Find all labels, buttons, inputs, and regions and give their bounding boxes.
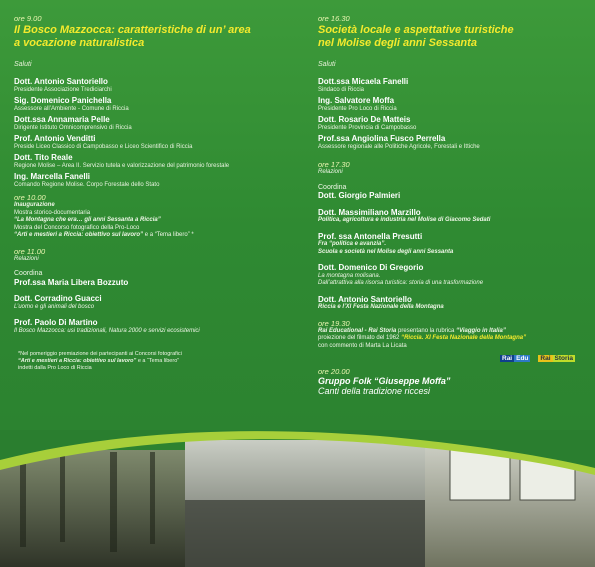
exhibition-label: Mostra del Concorso fotografico della Pro-Loco bbox=[14, 224, 140, 231]
time-label: ore 11.00 bbox=[14, 246, 46, 256]
time-label: ore 10.00 bbox=[14, 193, 46, 202]
speaker bbox=[318, 134, 588, 151]
screening-line bbox=[318, 335, 588, 343]
speaker-role: Assessore regionale alle Politiche Agricole, Forestali e Ittiche bbox=[318, 143, 480, 150]
speaker-name: Sig. Domenico Panichella bbox=[14, 96, 112, 105]
coordinator-name: Dott. Giorgio Palmieri bbox=[318, 191, 401, 200]
speaker bbox=[14, 153, 296, 170]
time-label: ore 16.30 bbox=[318, 14, 350, 23]
concert-title: Gruppo Folk “Giuseppe Moffa” bbox=[318, 376, 451, 386]
speaker-role: Regione Molise – Area II. Servizio tutela e valorizzazione del patrimonio forestale bbox=[14, 162, 230, 169]
spacer bbox=[318, 225, 588, 232]
talk-title: L’uomo e gli animali del bosco bbox=[14, 303, 95, 310]
speaker-role: Assessore all’Ambiente - Comune di Riccia bbox=[14, 105, 129, 112]
speaker-name: Dott. Tito Reale bbox=[14, 153, 73, 162]
exhibition-title-part: “Arti e mestieri a Riccia: obiettivo sul lavoro” bbox=[14, 232, 144, 238]
inauguration-label: Inaugurazione bbox=[14, 202, 55, 208]
footnote-line: *Nel pomeriggio premiazione dei partecipanti ai Concorsi fotografici bbox=[18, 351, 182, 357]
coordinator-name: Prof.ssa Maria Libera Bozzuto bbox=[14, 277, 129, 287]
spacer bbox=[318, 177, 588, 184]
speaker-role: Presidente Provincia di Campobasso bbox=[318, 124, 417, 131]
speaker-name: Dott. Rosario De Matteis bbox=[318, 115, 411, 124]
talk-title: Il Bosco Mazzocca: usi tradizionali, Natura 2000 e servizi ecosistemici bbox=[14, 327, 200, 334]
speaker-name: Prof. Antonio Venditti bbox=[14, 134, 96, 143]
speaker-name: Ing. Salvatore Moffa bbox=[318, 96, 395, 105]
crowd bbox=[185, 500, 425, 567]
broadcaster: Rai Educational - Rai Storia bbox=[318, 327, 397, 334]
speaker bbox=[14, 77, 296, 94]
speaker-name: Ing. Marcella Fanelli bbox=[14, 172, 91, 181]
rai-storia-logo: Rai Storia bbox=[540, 354, 573, 362]
screening-text: presentano la rubrica bbox=[396, 327, 457, 334]
speaker-name: Prof.ssa Angiolina Fusco Perrella bbox=[318, 134, 446, 143]
session-title bbox=[318, 24, 588, 50]
talks-section bbox=[14, 247, 296, 336]
spacer bbox=[14, 311, 296, 318]
time-label: ore 20.00 bbox=[318, 367, 350, 376]
spacer bbox=[14, 287, 296, 294]
talk-title: La montagna molisana. bbox=[318, 272, 381, 279]
morning-programme bbox=[14, 14, 296, 372]
footnote-title: “Arti e mestieri a Riccia: obiettivo sul lavoro” bbox=[18, 358, 137, 364]
speaker bbox=[318, 77, 588, 94]
talk-title: Politica, agricoltura e industria nel Molise di Giacomo Sedati bbox=[318, 217, 491, 223]
speaker-name: Prof. Paolo Di Martino bbox=[14, 318, 98, 327]
spacer bbox=[318, 201, 588, 208]
programme-title: “Viaggio in Italia” bbox=[456, 327, 506, 334]
saluti-label: Saluti bbox=[14, 61, 32, 68]
spacer bbox=[318, 256, 588, 263]
speaker-name: Dott. Antonio Santoriello bbox=[318, 294, 412, 304]
speaker bbox=[14, 96, 296, 113]
film-title: “Riccia. XI Festa Nazionale della Montagna” bbox=[401, 335, 527, 341]
screening-line bbox=[318, 328, 588, 336]
speaker-name: Dott. Domenico Di Gregorio bbox=[318, 263, 424, 272]
speaker-role: Dirigente Istituto Omnicomprensivo di Riccia bbox=[14, 124, 132, 131]
footnote bbox=[18, 351, 296, 372]
time-label: ore 17.30 bbox=[318, 160, 350, 169]
speaker bbox=[14, 115, 296, 132]
speaker-name: Prof. ssa Antonella Presutti bbox=[318, 231, 423, 241]
afternoon-programme bbox=[318, 14, 588, 396]
talk-title: Riccia e l’XI Festa Nazionale della Montagna bbox=[318, 304, 444, 310]
screening-section bbox=[318, 319, 588, 364]
session-title-line: nel Molise degli anni Sessanta bbox=[318, 37, 477, 49]
screening-line: con commento di Marta La Licata bbox=[318, 342, 407, 349]
speaker-role: Presidente Associazione Trediciarchi bbox=[14, 86, 112, 93]
photo-strip bbox=[0, 430, 595, 567]
coordina-label: Coordina bbox=[318, 183, 347, 191]
relazioni-label: Relazioni bbox=[318, 169, 343, 175]
exhibition-label: Mostra storico-documentaria bbox=[14, 209, 91, 216]
speaker-name: Dott.ssa Micaela Fanelli bbox=[318, 77, 409, 86]
inauguration-section bbox=[14, 193, 296, 240]
talk-title: Scuola e società nel Molise degli anni Sessanta bbox=[318, 248, 454, 255]
speaker bbox=[14, 134, 296, 151]
exhibition-title-rest: e a “Tema libero” * bbox=[143, 232, 194, 238]
concert-subtitle: Canti della tradizione riccesi bbox=[318, 386, 431, 396]
relazioni-label: Relazioni bbox=[14, 255, 39, 262]
talk-title: Dall’attrattiva alla risorsa turistica: storia di una trasformazione bbox=[318, 280, 484, 286]
spacer bbox=[14, 263, 296, 270]
rai-edu-logo: Rai Edu bbox=[502, 354, 529, 362]
speaker-name: Dott. Antonio Santoriello bbox=[14, 77, 108, 86]
spacer bbox=[318, 288, 588, 295]
speaker-role: Preside Liceo Classico di Campobasso e Liceo Scientifico di Riccia bbox=[14, 143, 193, 150]
speaker-name: Dott. Corradino Guacci bbox=[14, 294, 102, 303]
speaker bbox=[318, 115, 588, 132]
speaker-role: Presidente Pro Loco di Riccia bbox=[318, 105, 397, 112]
time-label: ore 19.30 bbox=[318, 318, 350, 328]
speaker-role: Comando Regione Molise. Corpo Forestale dello Stato bbox=[14, 181, 160, 188]
footnote-rest: e a “Tema libero” bbox=[136, 358, 180, 364]
saluti-label: Saluti bbox=[318, 61, 336, 68]
time-label: ore 9.00 bbox=[14, 14, 42, 23]
screening-text: proiezione del filmato del 1962 bbox=[318, 335, 402, 341]
speaker-name: Dott.ssa Annamaria Pelle bbox=[14, 115, 110, 124]
speaker-role: Sindaco di Riccia bbox=[318, 86, 365, 93]
session-title-line: Il Bosco Mazzocca: caratteristiche di un’ area bbox=[14, 24, 251, 36]
exhibition-title bbox=[14, 232, 296, 240]
session-title bbox=[14, 24, 296, 50]
coordina-label: Coordina bbox=[14, 270, 43, 277]
concert-section bbox=[318, 367, 588, 396]
speaker-name: Dott. Massimiliano Marzillo bbox=[318, 207, 421, 217]
talks-section bbox=[318, 160, 588, 312]
logos bbox=[500, 353, 588, 363]
forest-photo bbox=[0, 450, 185, 567]
exhibition-title: “La Montagna che era… gli anni Sessanta a Riccia” bbox=[14, 217, 161, 223]
speaker bbox=[318, 96, 588, 113]
session-title-line: Società locale e aspettative turistiche bbox=[318, 24, 514, 36]
talk-title: Fra “politica e avanzia”. bbox=[318, 241, 387, 247]
session-title-line: a vocazione naturalistica bbox=[14, 37, 145, 49]
speaker bbox=[14, 172, 296, 189]
footnote-line: indetti dalla Pro Loco di Riccia bbox=[18, 365, 92, 371]
footnote-line bbox=[18, 358, 296, 365]
